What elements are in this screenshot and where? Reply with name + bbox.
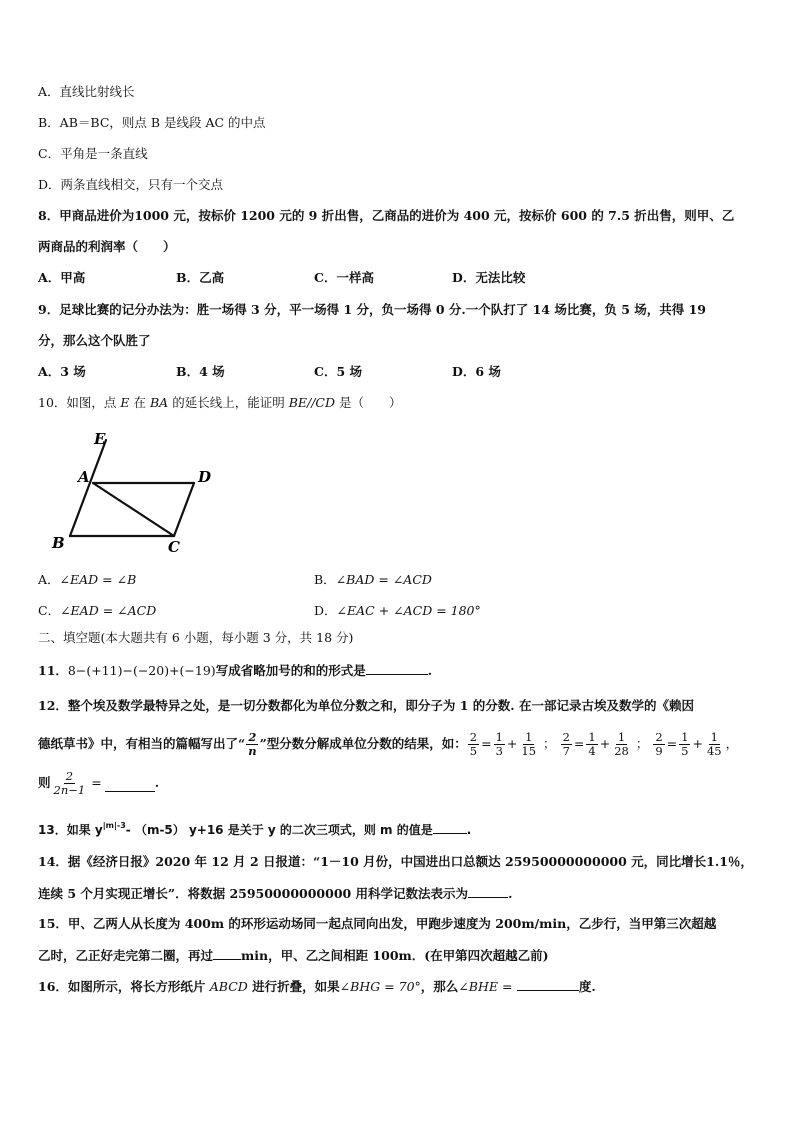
label-b: B: [52, 534, 65, 552]
rectangle-abcd: ABCD: [209, 979, 248, 994]
q13-exponent: |m|-3: [102, 821, 126, 830]
q9-option-d: D．6 场: [452, 364, 501, 379]
q12-answer-blank[interactable]: [105, 779, 155, 792]
example-fraction-term: $\frac{1}{3}$: [495, 729, 503, 758]
q11-answer-blank[interactable]: [366, 662, 428, 675]
q9-stem-line1: 9．足球比赛的记分办法为：胜一场得 3 分，平一场得 1 分，负一场得 0 分.一个队打了 14 场比赛，负 5 场，共得 19: [38, 302, 707, 317]
q10-option-c: C．∠EAD = ∠ACD: [38, 603, 157, 618]
q12-stem-line1: 12．整个埃及数学最特异之处，是一切分数都化为单位分数之和，即分子为 1 的分数. 在一部记录古埃及数学的《赖因: [38, 698, 695, 713]
q9-option-a: A．3 场: [38, 364, 86, 379]
q13-answer-blank[interactable]: [433, 821, 467, 834]
q12-question: 则 $\frac{2}{2n-1}$ = .: [38, 768, 160, 797]
q8-option-a: A．甲高: [38, 270, 86, 285]
q10-stem: 10．如图，点 E 在 BA 的延长线上，能证明 BE//CD 是（ ）: [38, 395, 402, 410]
q16-answer-blank[interactable]: [517, 978, 579, 991]
label-a: A: [78, 468, 90, 486]
q12-examples: $\frac{2}{5}$ = $\frac{1}{3}$ + $\frac{1}{15}$ ； $\frac{2}{7}$ = $\frac{1}{4}$ + $\frac{1}{28}$ ； $\frac{2}{9}$ = $\frac{1}{5}$ + $\frac{1}{45}$ ，: [469, 729, 739, 758]
q7-option-c: C．平角是一条直线: [38, 146, 148, 161]
q12-stem-line2: 德纸草书》中，有相当的篇幅写出了“ $\frac{2}{n}$ ”型分数分解成单位分数的结果，如： $\frac{2}{5}$ = $\frac{1}{3}$ + $\frac{1}{15}$ ； $\frac{2}{7}$ = $\frac{1}{4}$ + $\frac{1}{28}$ ； $\frac{2}{9}$ = $\frac{1}{5}$ + $\frac{1}{45}$ ，: [38, 729, 739, 758]
parallel-condition: BE//CD: [288, 395, 336, 410]
example-fraction-term: $\frac{1}{15}$: [521, 729, 537, 758]
q14-stem-line1: 14．据《经济日报》2020 年 12 月 2 日报道：“1－10 月份，中国进出口总额达 25950000000000 元，同比增长1.1％，: [38, 854, 753, 869]
example-fraction-term: $\frac{1}{45}$: [706, 729, 722, 758]
example-fraction-term: $\frac{1}{28}$: [614, 729, 629, 758]
example-fraction-lhs: $\frac{2}{9}$: [655, 729, 663, 758]
section-heading-fill-in: 二、填空题(本大题共有 6 小题，每小题 3 分，共 18 分): [38, 630, 354, 645]
segment-ba: BA: [150, 395, 169, 410]
q15-stem-line2: 乙时，乙正好走完第二圈，再过 min，甲、乙之间相距 100m．(在甲第四次超越乙前): [38, 948, 549, 963]
q8-option-d: D．无法比较: [452, 270, 526, 285]
label-e: E: [94, 430, 106, 448]
q9-stem-line2: 分，那么这个队胜了: [38, 333, 151, 348]
frac-2-over-2n-1: $\frac{2}{2n-1}$: [53, 768, 86, 797]
frac-2-over-n: $\frac{2}{n}$: [248, 729, 257, 758]
q8-stem-line1: 8．甲商品进价为1000 元，按标价 1200 元的 9 折出售，乙商品的进价为 400 元，按标价 600 的 7.5 折出售，则甲、乙: [38, 208, 735, 223]
q16: 16．如图所示，将长方形纸片 ABCD 进行折叠，如果∠BHG = 70°，那么∠BHE = 度.: [38, 979, 596, 994]
point-e: E: [120, 395, 130, 410]
q15-stem-line1: 15．甲、乙两人从长度为 400m 的环形运动场同一起点同向出发，甲跑步速度为 200m/min，乙步行，当甲第三次超越: [38, 916, 717, 931]
example-fraction-lhs: $\frac{2}{7}$: [562, 729, 570, 758]
q10-figure: [48, 428, 228, 558]
q10-option-d: D．∠EAC + ∠ACD = 180°: [314, 603, 481, 618]
q10-option-a: A．∠EAD = ∠B: [38, 572, 137, 587]
q11: 11．8−(+11)−(−20)+(−19)写成省略加号的和的形式是 .: [38, 663, 433, 678]
q7-option-a: A．直线比射线长: [38, 84, 135, 99]
q14-stem-line2: 连续 5 个月实现正增长”．将数据 25950000000000 用科学记数法表示为 .: [38, 886, 513, 901]
q9-option-c: C．5 场: [314, 364, 362, 379]
example-fraction-term: $\frac{1}{5}$: [681, 729, 689, 758]
q14-answer-blank[interactable]: [468, 885, 508, 898]
q11-expression: 8−(+11)−(−20)+(−19): [67, 663, 216, 678]
angle-bhg: ∠BHG = 70°: [339, 979, 421, 994]
q9-option-b: B．4 场: [176, 364, 225, 379]
q8-option-b: B．乙高: [176, 270, 225, 285]
q15-answer-blank[interactable]: [213, 947, 241, 960]
angle-bhe: ∠BHE =: [458, 979, 513, 994]
example-fraction-term: $\frac{1}{4}$: [588, 729, 596, 758]
q13: 13．如果 $y^{|m|-3}-$ （m-5） y+16 是关于 y 的二次三项式，则 m 的值是 .: [38, 821, 472, 837]
q7-option-d: D．两条直线相交，只有一个交点: [38, 177, 224, 192]
label-c: C: [168, 538, 180, 556]
label-d: D: [198, 468, 212, 486]
segment-dc: [174, 483, 194, 536]
q8-option-c: C．一样高: [314, 270, 374, 285]
q7-option-b: B．AB＝BC，则点 B 是线段 AC 的中点: [38, 115, 266, 130]
q8-stem-line2: 两商品的利润率（ ）: [38, 239, 176, 254]
segment-ac: [93, 483, 174, 536]
q10-option-b: B．∠BAD = ∠ACD: [314, 572, 432, 587]
example-fraction-lhs: $\frac{2}{5}$: [469, 729, 478, 758]
